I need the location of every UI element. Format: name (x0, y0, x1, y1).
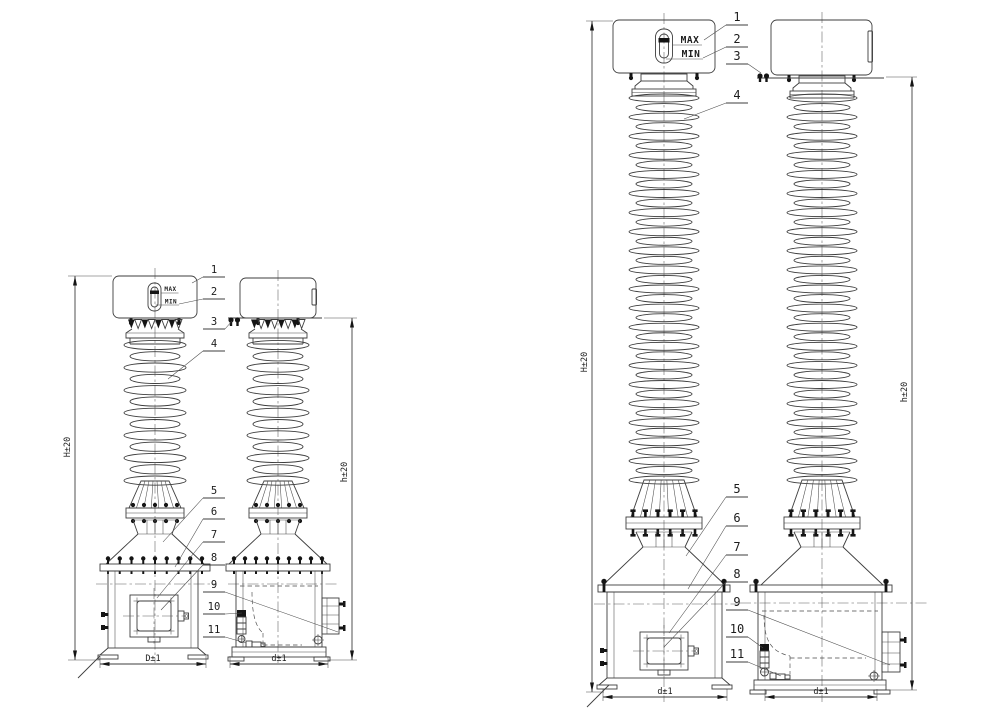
label-text: 7 (733, 540, 741, 554)
assembly-small-unit (63, 264, 357, 678)
callout-9 (726, 595, 890, 665)
callout-1 (192, 264, 225, 283)
label-text: 1 (210, 264, 218, 276)
callout-2 (179, 286, 225, 304)
label-text: 5 (733, 482, 741, 496)
label-text: H±20 (63, 436, 73, 458)
label-text: 2 (733, 32, 741, 46)
callout-9 (203, 579, 338, 632)
label-text: 3 (210, 316, 218, 328)
label-text: d±1 (657, 687, 673, 697)
side-view-small (226, 278, 346, 661)
label-text: 9 (210, 579, 218, 591)
label-text: 10 (729, 622, 745, 636)
label-text: 8 (210, 552, 218, 564)
label-text: h±20 (900, 381, 910, 403)
label-text: MIN (164, 298, 178, 306)
label-text: 3 (733, 49, 741, 63)
assembly-large-unit (580, 10, 928, 707)
label-text: 10 (207, 601, 221, 613)
callout-3 (203, 316, 232, 329)
label-text: h±20 (340, 461, 350, 483)
label-text: 8 (733, 567, 741, 581)
label-text: 9 (733, 595, 741, 609)
label-text: 5 (210, 485, 218, 497)
label-text: D±1 (145, 654, 161, 664)
callout-7 (669, 540, 748, 633)
label-text: 6 (210, 506, 218, 518)
label-text: d±1 (813, 687, 829, 697)
callout-11 (203, 624, 246, 643)
label-text: 11 (729, 647, 745, 661)
label-text: 7 (210, 529, 218, 541)
label-text: 2 (210, 286, 218, 298)
label-text: 1 (733, 10, 741, 24)
label-text: 6 (733, 511, 741, 525)
front-view-small (78, 276, 210, 678)
label-text: MIN (681, 49, 701, 60)
label-text: 4 (210, 338, 218, 350)
label-text: d±1 (271, 654, 287, 664)
label-text: 4 (733, 88, 741, 102)
callouts-large (664, 10, 890, 676)
callout-1 (704, 10, 748, 40)
label-text: MAX (164, 286, 177, 293)
dimensions-large (580, 21, 917, 701)
label-text: H±20 (580, 351, 590, 373)
callout-11 (726, 647, 781, 676)
callout-10 (726, 622, 763, 648)
label-text: MAX (680, 35, 700, 46)
label-text: 11 (207, 624, 221, 636)
callout-3 (726, 49, 761, 73)
side-view-large (750, 20, 907, 694)
